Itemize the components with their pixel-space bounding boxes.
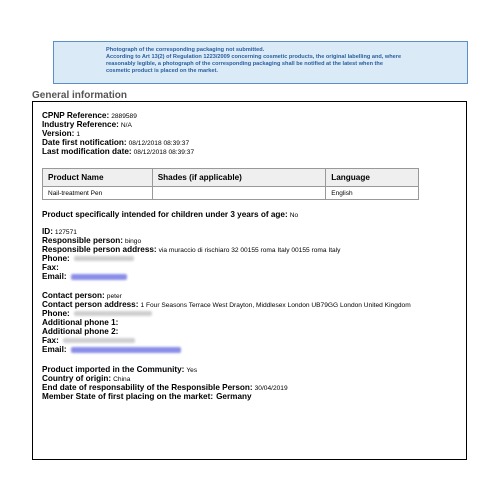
responsible-fax-label: Fax:	[42, 263, 59, 272]
redacted-fax	[63, 338, 135, 343]
version-label: Version:	[42, 129, 75, 138]
last-modification-row	[42, 147, 194, 157]
notice-line: According to Art 13(2) of Regulation 1223/2009 concerning cosmetic products, the original labelling and, where	[106, 54, 402, 60]
contact-fax-row	[42, 336, 135, 345]
cpnp-reference-label: CPNP Reference:	[42, 111, 110, 120]
additional-phone-1-row	[42, 318, 118, 327]
origin-label: Country of origin:	[42, 374, 112, 383]
product-name-cell: Nail-treatment Pen	[43, 187, 153, 200]
contact-person-value: peter	[106, 293, 122, 300]
responsible-phone-row	[42, 254, 134, 263]
header-language: Language	[326, 169, 419, 187]
section-title: General information	[32, 90, 128, 101]
children-value: No	[289, 212, 299, 219]
responsible-fax-row	[42, 263, 59, 272]
contact-address-value: 1 Four Seasons Terrace West Drayton, Middlesex London UB79GG London United Kingdom	[140, 302, 411, 309]
contact-person-label: Contact person:	[42, 291, 105, 300]
table-row	[43, 187, 419, 200]
contact-address-label: Contact person address:	[42, 300, 139, 309]
end-date-label: End date of responsability of the Responsible Person:	[42, 383, 253, 392]
responsible-email-label: Email:	[42, 272, 67, 281]
origin-value: China	[113, 376, 131, 383]
header-product-name: Product Name	[43, 169, 153, 187]
contact-email-label: Email:	[42, 345, 67, 354]
children-label: Product specifically intended for children under 3 years of age:	[42, 210, 288, 219]
id-value: 127571	[54, 229, 77, 236]
last-modified-value: 08/12/2018 08:39:37	[133, 149, 195, 156]
packaging-notice	[53, 41, 468, 84]
last-modified-label: Last modification date:	[42, 147, 132, 156]
responsible-email-row	[42, 272, 127, 281]
contact-phone-label: Phone:	[42, 309, 70, 318]
date-first-label: Date first notification:	[42, 138, 127, 147]
contact-fax-label: Fax:	[42, 336, 59, 345]
responsible-address-value: via muraccio di rischiaro 32 00155 roma Italy 00155 roma Italy	[158, 247, 341, 254]
version-value: 1	[76, 131, 80, 138]
contact-email-row	[42, 345, 181, 354]
redacted-email	[71, 347, 181, 353]
header-shades: Shades (if applicable)	[152, 169, 326, 187]
cpnp-reference-value: 2889589	[111, 113, 137, 120]
responsible-person-label: Responsible person:	[42, 236, 123, 245]
products-table-header	[43, 169, 419, 187]
end-date-value: 30/04/2019	[254, 385, 288, 392]
redacted-phone	[74, 311, 152, 316]
additional-phone-1-label: Additional phone 1:	[42, 318, 119, 327]
industry-reference-label: Industry Reference:	[42, 120, 119, 129]
additional-phone-2-label: Additional phone 2:	[42, 327, 119, 336]
member-state-label: Member State of first placing on the market:	[42, 392, 214, 401]
children-row	[42, 210, 298, 220]
general-information-panel	[32, 101, 467, 460]
responsible-address-label: Responsible person address:	[42, 245, 157, 254]
notice-line: reasonably legible, a photograph of the corresponding packaging shall be notified at the latest when the	[106, 61, 383, 67]
responsible-phone-label: Phone:	[42, 254, 70, 263]
date-first-value: 08/12/2018 08:39:37	[128, 140, 190, 147]
redacted-email	[71, 274, 127, 280]
id-label: ID:	[42, 227, 53, 236]
contact-phone-row	[42, 309, 152, 318]
imported-label: Product imported in the Community:	[42, 365, 185, 374]
notice-line: Photograph of the corresponding packaging not submitted.	[106, 47, 265, 53]
industry-reference-value: N/A	[120, 122, 132, 129]
redacted-phone	[74, 256, 134, 261]
language-cell: English	[326, 187, 419, 200]
products-table	[42, 168, 419, 200]
shades-cell	[152, 187, 326, 200]
imported-value: Yes	[186, 367, 198, 374]
notice-line: cosmetic product is placed on the market.	[106, 68, 218, 74]
member-state-row	[42, 392, 252, 401]
member-state-value: Germany	[216, 392, 252, 401]
responsible-person-value: bingo	[124, 238, 142, 245]
additional-phone-2-row	[42, 327, 118, 336]
